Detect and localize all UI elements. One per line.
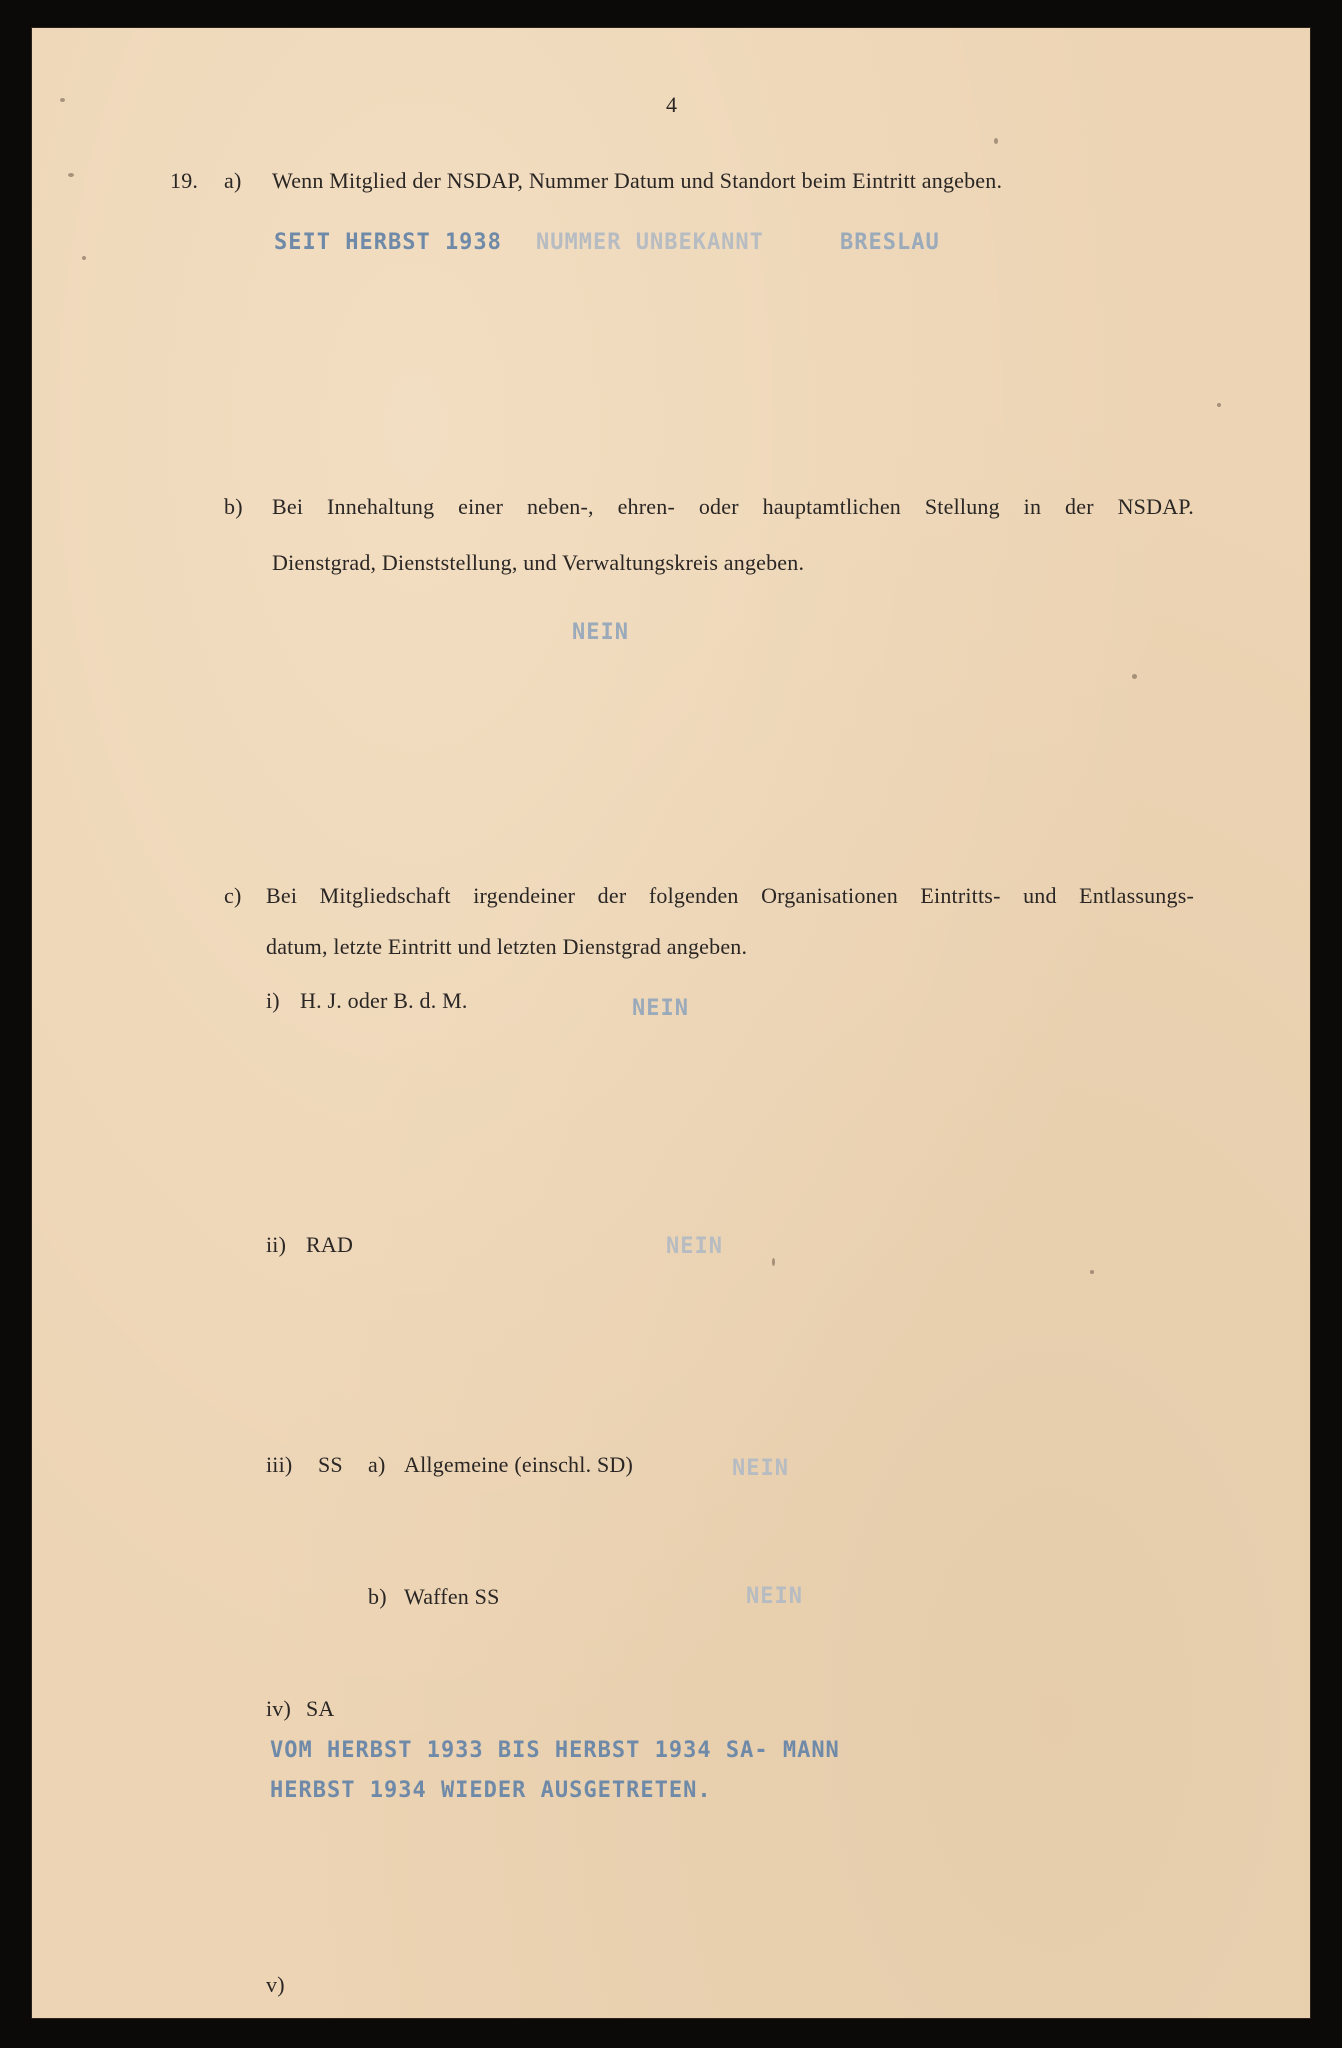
item-ii-answer: NEIN — [666, 1234, 723, 1259]
question-b-marker: b) — [224, 494, 243, 519]
answer-a-part1: SEIT HERBST 1938 — [274, 230, 502, 255]
item-ii-marker: ii) — [266, 1232, 287, 1257]
document-page — [32, 28, 1310, 2018]
item-i-answer: NEIN — [632, 996, 689, 1021]
question-c-line1: Bei Mitgliedschaft irgendeiner der folgenden Organisationen Eintritts- und Entlassungs- — [266, 883, 1194, 908]
question-c-marker: c) — [224, 883, 242, 908]
question-a-marker: a) — [224, 168, 242, 193]
item-iv-answer-line2: HERBST 1934 WIEDER AUSGETRETEN. — [270, 1778, 712, 1803]
item-iii-b-answer: NEIN — [746, 1584, 803, 1609]
item-i-marker: i) — [266, 988, 280, 1013]
item-iii-a-answer: NEIN — [732, 1456, 789, 1481]
paper-speck — [994, 138, 998, 144]
item-iii-b-marker: b) — [368, 1584, 387, 1609]
paper-speck — [60, 98, 65, 102]
question-b-line2: Dienstgrad, Dienststellung, und Verwaltungskreis angeben. — [272, 550, 805, 575]
paper-speck — [772, 1258, 775, 1266]
item-iii-a-label: Allgemeine (einschl. SD) — [404, 1452, 634, 1477]
paper-speck — [1132, 674, 1137, 679]
question-a-text: Wenn Mitglied der NSDAP, Nummer Datum und Standort beim Eintritt angeben. — [272, 168, 1003, 193]
answer-a-part2: NUMMER UNBEKANNT — [536, 230, 764, 255]
item-iv-answer-line1: VOM HERBST 1933 BIS HERBST 1934 SA- MANN — [270, 1738, 840, 1763]
item-iii-label: SS — [318, 1452, 343, 1477]
item-i-label: H. J. oder B. d. M. — [300, 988, 468, 1013]
item-ii-label: RAD — [306, 1232, 354, 1257]
item-iii-a-marker: a) — [368, 1452, 386, 1477]
answer-a-part3: BRESLAU — [840, 230, 940, 255]
paper-speck — [1217, 403, 1221, 407]
item-v-marker: v) — [266, 1972, 285, 1997]
item-iii-marker: iii) — [266, 1452, 293, 1477]
paper-speck — [1090, 1270, 1094, 1274]
answer-b: NEIN — [572, 620, 629, 645]
question-number: 19. — [170, 168, 199, 193]
item-iii-b-label: Waffen SS — [404, 1584, 500, 1609]
paper-speck — [82, 256, 86, 260]
question-b-line1: Bei Innehaltung einer neben-, ehren- oder hauptamtlichen Stellung in der NSDAP. — [272, 494, 1194, 519]
question-c-line2: datum, letzte Eintritt und letzten Dienstgrad angeben. — [266, 934, 748, 959]
page-number: 4 — [666, 92, 678, 117]
paper-speck — [68, 173, 74, 177]
item-iv-label: SA — [306, 1696, 335, 1721]
item-iv-marker: iv) — [266, 1696, 292, 1721]
